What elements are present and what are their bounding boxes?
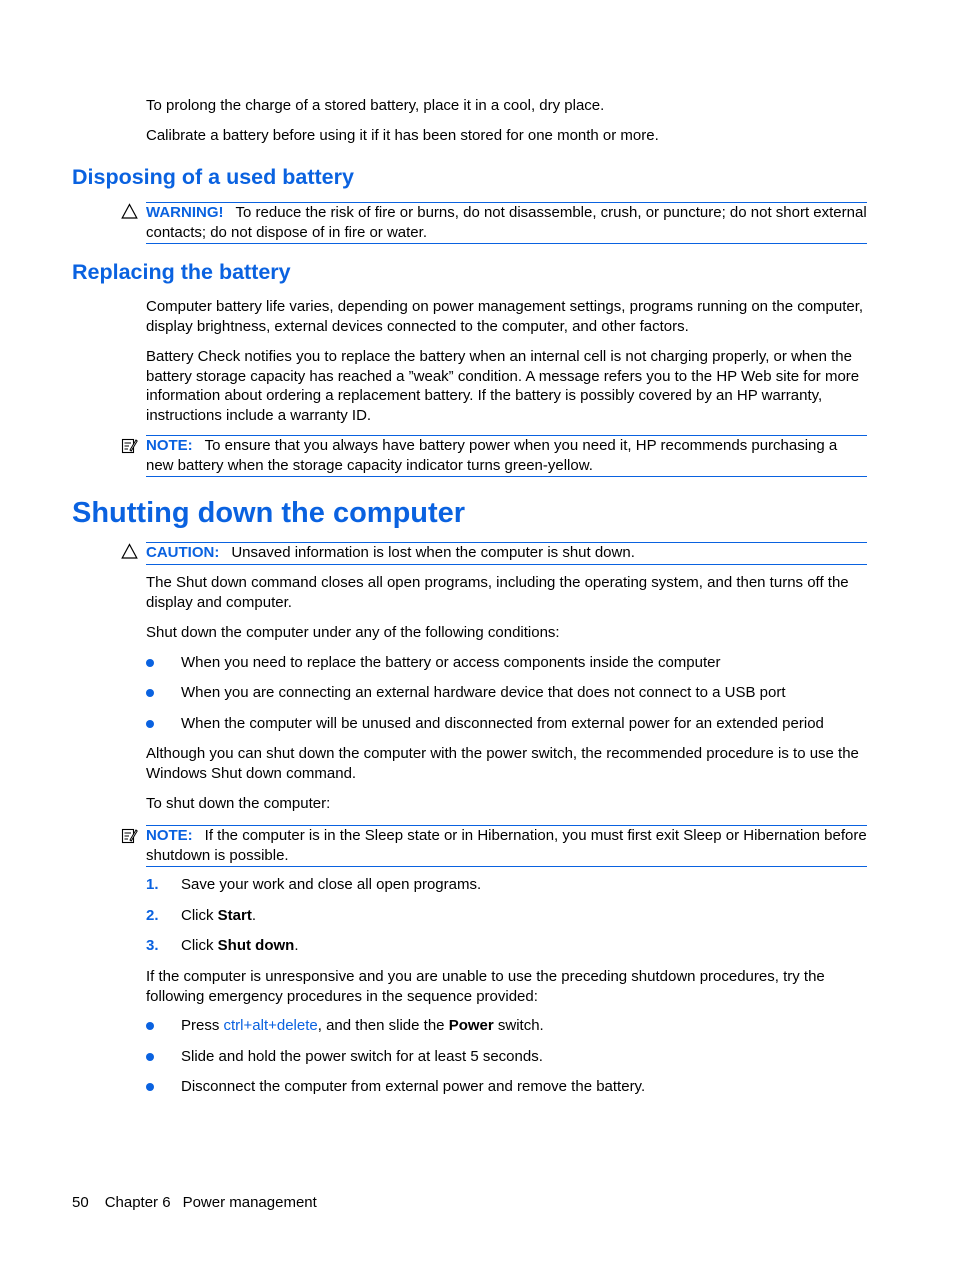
note-text: If the computer is in the Sleep state or in Hibernation, you must first exit Sleep or Hibernation before shutdown is possible.	[146, 827, 867, 864]
emergency-1-end: switch.	[493, 1017, 544, 1034]
footer-chapter: Chapter 6	[104, 1194, 171, 1211]
step-2-text: Click	[181, 907, 218, 924]
step-3-bold: Shut down	[217, 937, 295, 954]
step-2-end: .	[251, 907, 257, 924]
shutdown-paragraph-4: To shut down the computer:	[146, 795, 331, 812]
heading-disposing-battery: Disposing of a used battery	[72, 165, 354, 189]
bullet-dot	[146, 1022, 154, 1030]
caution-callout	[146, 542, 867, 565]
intro-paragraph-2: Calibrate a battery before using it if it has been stored for one month or more.	[146, 127, 659, 144]
shutdown-paragraph-1: The Shut down command closes all open programs, including the operating system, and then turns off the display and computer.	[146, 574, 849, 611]
step-3	[181, 936, 871, 956]
caution-label: CAUTION:	[146, 544, 220, 561]
list-item: Disconnect the computer from external power and remove the battery.	[181, 1078, 646, 1095]
bullet-dot	[146, 1053, 154, 1061]
emergency-1-mid: , and then slide the	[317, 1017, 449, 1034]
note-pad-icon	[121, 827, 138, 844]
caution-text: Unsaved information is lost when the computer is shut down.	[231, 544, 635, 561]
ctrl-alt-delete-link[interactable]: ctrl+alt+delete	[223, 1017, 318, 1034]
emergency-1-bold: Power	[448, 1017, 494, 1034]
footer-title: Power management	[182, 1194, 317, 1211]
heading-shutting-down: Shutting down the computer	[72, 497, 466, 529]
note-callout-battery	[146, 435, 867, 477]
note-text: To ensure that you always have battery power when you need it, HP recommends purchasing a new battery when the storage capacity indicator turns green-yellow.	[146, 437, 838, 474]
step-2	[181, 906, 871, 926]
bullet-dot	[146, 720, 154, 728]
shutdown-paragraph-3: Although you can shut down the computer with the power switch, the recommended procedure is to use the Windows Shut down command.	[146, 745, 859, 782]
step-number-1: 1.	[146, 876, 159, 893]
intro-paragraph-1: To prolong the charge of a stored battery, place it in a cool, dry place.	[146, 97, 605, 114]
warning-callout	[146, 202, 867, 244]
bullet-dot	[146, 689, 154, 697]
step-1: Save your work and close all open programs.	[181, 876, 482, 893]
bullet-dot	[146, 1083, 154, 1091]
shutdown-paragraph-5: If the computer is unresponsive and you are unable to use the preceding shutdown procedures, try the following emergency procedures in the sequence provided:	[146, 968, 825, 1005]
note-callout-sleep	[146, 825, 867, 867]
page-number: 50	[72, 1194, 89, 1211]
list-item: Slide and hold the power switch for at least 5 seconds.	[181, 1048, 543, 1065]
warning-text: To reduce the risk of fire or burns, do not disassemble, crush, or puncture; do not short external contacts; do not dispose of in fire or water.	[146, 204, 867, 241]
list-item: When you are connecting an external hardware device that does not connect to a USB port	[181, 684, 786, 701]
bullet-dot	[146, 659, 154, 667]
note-pad-icon	[121, 437, 138, 454]
warning-label: WARNING!	[146, 204, 224, 221]
warning-triangle-icon	[121, 203, 138, 220]
step-3-end: .	[294, 937, 299, 954]
step-3-text: Click	[181, 937, 218, 954]
emergency-1-text: Press	[181, 1017, 224, 1034]
list-item	[181, 1016, 871, 1036]
replacing-paragraph-1: Computer battery life varies, depending on power management settings, programs running on the computer, display brightness, external devices connected to the computer, and other factors.	[146, 298, 864, 335]
caution-triangle-icon	[121, 543, 138, 560]
step-number-2: 2.	[146, 907, 159, 924]
page-footer	[72, 1193, 333, 1212]
list-item: When you need to replace the battery or access components inside the computer	[181, 654, 721, 671]
step-2-bold: Start	[217, 907, 252, 924]
replacing-paragraph-2: Battery Check notifies you to replace the battery when an internal cell is not charging properly, or when the battery storage capacity has reached a ”weak” condition. A message refers you to the HP Web site for more information about ordering a replacement battery. If the battery is possibly covered by an HP warranty, instructions include a warranty ID.	[146, 348, 860, 424]
shutdown-paragraph-2: Shut down the computer under any of the following conditions:	[146, 624, 560, 641]
note-label: NOTE:	[146, 827, 193, 844]
step-number-3: 3.	[146, 937, 159, 954]
heading-replacing-battery: Replacing the battery	[72, 260, 291, 284]
list-item: When the computer will be unused and disconnected from external power for an extended period	[181, 715, 824, 732]
note-label: NOTE:	[146, 437, 193, 454]
